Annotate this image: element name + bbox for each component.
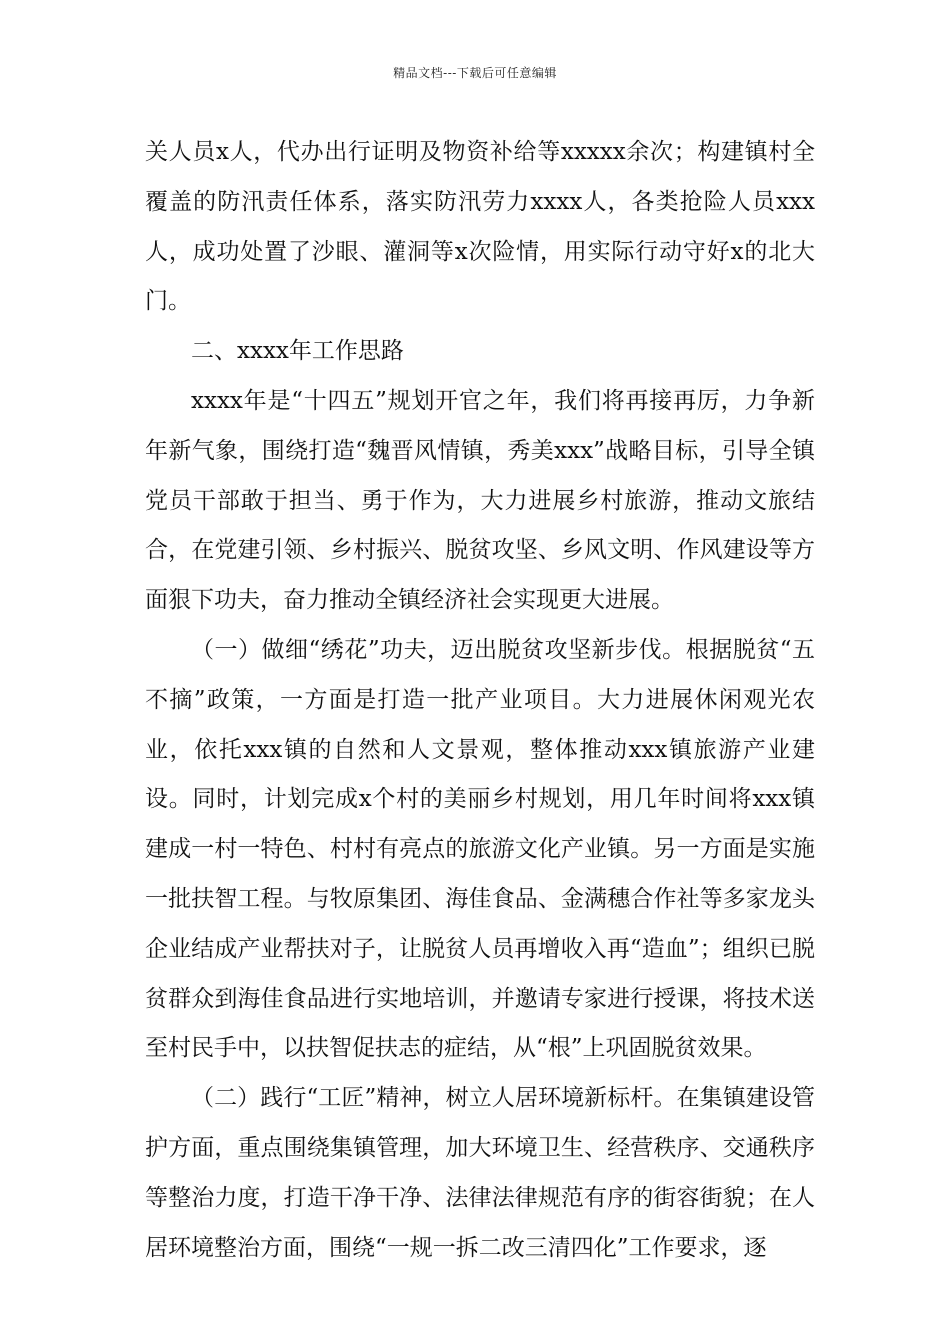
paragraph-intro: xxxx年是“十四五”规划开官之年，我们将再接再厉，力争新年新气象，围绕打造“魏晋风情镇，秀美xxx”战略目标，引导全镇党员干部敢于担当、勇于作为，大力进展乡村旅游，推动文旅结合，在党建引领、乡村振兴、脱贫攻坚、乡风文明、作风建设等方面狠下功夫，奋力推动全镇经济社会实现更大进展。 xyxy=(145,387,815,614)
page-header: 精品文档---下载后可任意编辑 xyxy=(393,66,557,80)
paragraph-item-1: （一）做细“绣花”功夫，迈出脱贫攻坚新步伐。根据脱贫“五不摘”政策，一方面是打造一批产业项目。大力进展休闲观光农业，依托xxx镇的自然和人文景观，整体推动xxx镇旅游产业建设。同时，计划完成x个村的美丽乡村规划，用几年时间将xxx镇建成一村一特色、村村有亮点的旅游文化产业镇。另一方面是实施一批扶智工程。与牧原集团、海佳食品、金满穗合作社等多家龙头企业结成产业帮扶对子，让脱贫人员再增收入再“造血”；组织已脱贫群众到海佳食品进行实地培训，并邀请专家进行授课，将技术送至村民手中，以扶智促扶志的症结，从“根”上巩固脱贫效果。 xyxy=(145,636,815,1062)
section-heading: 二、xxxx年工作思路 xyxy=(191,338,404,365)
document-body xyxy=(145,128,815,1273)
paragraph-item-2: （二）践行“工匠”精神，树立人居环境新标杆。在集镇建设管护方面，重点围绕集镇管理，加大环境卫生、经营秩序、交通秩序等整治力度，打造干净干净、法律法律规范有序的街容街貌；在人居环境整治方面，围绕“一规一拆二改三清四化”工作要求，逐 xyxy=(145,1085,815,1261)
paragraph-continuation: 关人员x人，代办出行证明及物资补给等xxxxx余次；构建镇村全覆盖的防汛责任体系，落实防汛劳力xxxx人，各类抢险人员xxx人，成功处置了沙眼、灌洞等x次险情，用实际行动守好x的北大门。 xyxy=(145,139,815,315)
